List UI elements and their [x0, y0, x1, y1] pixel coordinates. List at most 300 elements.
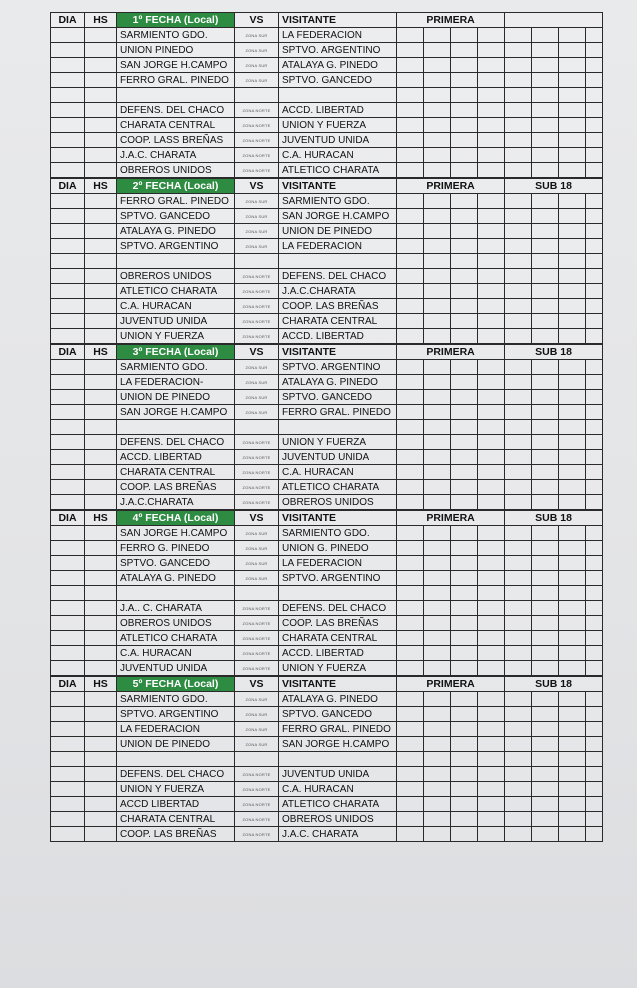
score-cell — [586, 782, 603, 797]
fecha-block — [50, 676, 602, 842]
empty-cell — [559, 254, 586, 269]
zona-label: ZONA NORTE — [235, 767, 279, 782]
zona-label: ZONA NORTE — [235, 797, 279, 812]
score-cell — [397, 103, 424, 118]
empty-cell — [117, 752, 235, 767]
score-cell — [397, 616, 424, 631]
score-cell — [478, 269, 505, 284]
empty-cell — [51, 254, 85, 269]
score-cell — [559, 571, 586, 586]
score-cell — [532, 722, 559, 737]
hs-cell — [85, 601, 117, 616]
match-row — [51, 526, 603, 541]
score-cell — [505, 767, 532, 782]
hs-cell — [85, 526, 117, 541]
score-cell — [424, 465, 451, 480]
dia-cell — [51, 269, 85, 284]
local-team: OBREROS UNIDOS — [117, 163, 235, 178]
score-cell — [397, 782, 424, 797]
zona-label: ZONA SUR — [235, 526, 279, 541]
score-cell — [559, 375, 586, 390]
empty-cell — [586, 420, 603, 435]
local-team: SPTVO. ARGENTINO — [117, 707, 235, 722]
blank-row — [51, 752, 603, 767]
empty-cell — [505, 254, 532, 269]
score-cell — [505, 601, 532, 616]
empty-cell — [51, 88, 85, 103]
local-team: COOP. LAS BREÑAS — [117, 827, 235, 842]
score-cell — [532, 58, 559, 73]
score-cell — [451, 375, 478, 390]
zona-label: ZONA NORTE — [235, 450, 279, 465]
zona-label: ZONA NORTE — [235, 133, 279, 148]
local-team: SARMIENTO GDO. — [117, 692, 235, 707]
empty-cell — [451, 88, 478, 103]
visitante-team: SPTVO. ARGENTINO — [279, 571, 397, 586]
score-cell — [586, 329, 603, 344]
empty-cell — [586, 586, 603, 601]
match-row — [51, 722, 603, 737]
score-cell — [559, 224, 586, 239]
score-cell — [424, 631, 451, 646]
score-cell — [586, 103, 603, 118]
score-cell — [478, 556, 505, 571]
score-cell — [478, 480, 505, 495]
score-cell — [586, 269, 603, 284]
dia-header: DIA — [51, 13, 85, 28]
score-cell — [451, 556, 478, 571]
score-cell — [532, 148, 559, 163]
blank-row — [51, 420, 603, 435]
empty-cell — [424, 254, 451, 269]
zona-label: ZONA SUR — [235, 239, 279, 254]
score-cell — [478, 163, 505, 178]
local-team: J.A.. C. CHARATA — [117, 601, 235, 616]
dia-cell — [51, 133, 85, 148]
score-cell — [397, 299, 424, 314]
hs-header: HS — [85, 179, 117, 194]
score-cell — [451, 631, 478, 646]
score-cell — [397, 495, 424, 510]
visitante-header: VISITANTE — [279, 13, 397, 28]
empty-cell — [279, 752, 397, 767]
visitante-team: J.A.C. CHARATA — [279, 827, 397, 842]
vs-header: VS — [235, 345, 279, 360]
fecha-header-row — [51, 345, 603, 360]
score-cell — [532, 118, 559, 133]
vs-header: VS — [235, 511, 279, 526]
score-cell — [478, 692, 505, 707]
score-cell — [559, 465, 586, 480]
score-cell — [397, 692, 424, 707]
hs-cell — [85, 284, 117, 299]
score-cell — [505, 812, 532, 827]
primera-header: PRIMERA — [397, 677, 505, 692]
empty-cell — [117, 88, 235, 103]
empty-cell — [586, 254, 603, 269]
score-cell — [586, 73, 603, 88]
visitante-team: J.A.C.CHARATA — [279, 284, 397, 299]
score-cell — [424, 148, 451, 163]
zona-label: ZONA NORTE — [235, 118, 279, 133]
visitante-team: SAN JORGE H.CAMPO — [279, 737, 397, 752]
score-cell — [451, 465, 478, 480]
score-cell — [397, 707, 424, 722]
score-cell — [532, 692, 559, 707]
sub18-header — [505, 13, 603, 28]
score-cell — [559, 163, 586, 178]
score-cell — [424, 435, 451, 450]
match-row — [51, 480, 603, 495]
score-cell — [451, 526, 478, 541]
visitante-team: OBREROS UNIDOS — [279, 812, 397, 827]
local-team: SARMIENTO GDO. — [117, 360, 235, 375]
dia-cell — [51, 329, 85, 344]
score-cell — [478, 148, 505, 163]
score-cell — [532, 495, 559, 510]
score-cell — [586, 601, 603, 616]
score-cell — [532, 480, 559, 495]
match-row — [51, 767, 603, 782]
visitante-header: VISITANTE — [279, 511, 397, 526]
score-cell — [505, 390, 532, 405]
blank-row — [51, 88, 603, 103]
score-cell — [586, 224, 603, 239]
empty-cell — [559, 420, 586, 435]
score-cell — [397, 465, 424, 480]
score-cell — [451, 103, 478, 118]
match-row — [51, 556, 603, 571]
score-cell — [532, 812, 559, 827]
dia-header: DIA — [51, 677, 85, 692]
score-cell — [478, 541, 505, 556]
score-cell — [559, 209, 586, 224]
score-cell — [532, 631, 559, 646]
local-team: ATALAYA G. PINEDO — [117, 224, 235, 239]
match-row — [51, 661, 603, 676]
score-cell — [424, 163, 451, 178]
score-cell — [424, 767, 451, 782]
empty-cell — [117, 420, 235, 435]
score-cell — [505, 103, 532, 118]
score-cell — [559, 556, 586, 571]
fecha-header-row — [51, 179, 603, 194]
fecha-header-row — [51, 677, 603, 692]
empty-cell — [117, 254, 235, 269]
score-cell — [532, 299, 559, 314]
zona-label: ZONA SUR — [235, 375, 279, 390]
primera-header: PRIMERA — [397, 511, 505, 526]
hs-cell — [85, 812, 117, 827]
score-cell — [451, 616, 478, 631]
zona-label: ZONA NORTE — [235, 103, 279, 118]
local-team: UNION Y FUERZA — [117, 782, 235, 797]
hs-cell — [85, 194, 117, 209]
score-cell — [559, 390, 586, 405]
empty-cell — [397, 420, 424, 435]
score-cell — [397, 360, 424, 375]
fecha-header-row — [51, 511, 603, 526]
match-row — [51, 646, 603, 661]
visitante-team: LA FEDERACION — [279, 239, 397, 254]
empty-cell — [532, 254, 559, 269]
score-cell — [451, 360, 478, 375]
score-cell — [505, 329, 532, 344]
score-cell — [586, 631, 603, 646]
match-row — [51, 58, 603, 73]
score-cell — [559, 526, 586, 541]
score-cell — [478, 224, 505, 239]
hs-cell — [85, 224, 117, 239]
empty-cell — [235, 254, 279, 269]
score-cell — [451, 73, 478, 88]
hs-cell — [85, 495, 117, 510]
score-cell — [451, 707, 478, 722]
score-cell — [451, 541, 478, 556]
dia-cell — [51, 209, 85, 224]
dia-cell — [51, 556, 85, 571]
score-cell — [478, 707, 505, 722]
score-cell — [424, 269, 451, 284]
match-row — [51, 269, 603, 284]
score-cell — [586, 465, 603, 480]
score-cell — [586, 526, 603, 541]
score-cell — [586, 646, 603, 661]
hs-cell — [85, 767, 117, 782]
score-cell — [559, 827, 586, 842]
score-cell — [559, 782, 586, 797]
score-cell — [559, 118, 586, 133]
hs-header: HS — [85, 677, 117, 692]
local-team: UNION DE PINEDO — [117, 737, 235, 752]
empty-cell — [397, 586, 424, 601]
score-cell — [397, 194, 424, 209]
score-cell — [559, 797, 586, 812]
zona-label: ZONA NORTE — [235, 299, 279, 314]
score-cell — [586, 163, 603, 178]
score-cell — [478, 616, 505, 631]
score-cell — [559, 360, 586, 375]
visitante-team: C.A. HURACAN — [279, 782, 397, 797]
dia-cell — [51, 390, 85, 405]
empty-cell — [85, 88, 117, 103]
score-cell — [397, 571, 424, 586]
score-cell — [478, 495, 505, 510]
local-team: LA FEDERACION — [117, 722, 235, 737]
empty-cell — [451, 420, 478, 435]
match-row — [51, 405, 603, 420]
score-cell — [478, 661, 505, 676]
match-row — [51, 284, 603, 299]
score-cell — [559, 812, 586, 827]
primera-header: PRIMERA — [397, 179, 505, 194]
match-row — [51, 571, 603, 586]
score-cell — [505, 28, 532, 43]
score-cell — [586, 692, 603, 707]
score-cell — [478, 827, 505, 842]
hs-cell — [85, 329, 117, 344]
visitante-team: JUVENTUD UNIDA — [279, 133, 397, 148]
score-cell — [451, 209, 478, 224]
dia-header: DIA — [51, 511, 85, 526]
score-cell — [424, 58, 451, 73]
score-cell — [559, 646, 586, 661]
score-cell — [424, 209, 451, 224]
score-cell — [424, 103, 451, 118]
score-cell — [397, 601, 424, 616]
match-row — [51, 495, 603, 510]
local-team: SAN JORGE H.CAMPO — [117, 405, 235, 420]
score-cell — [451, 737, 478, 752]
score-cell — [532, 827, 559, 842]
empty-cell — [451, 752, 478, 767]
score-cell — [505, 194, 532, 209]
score-cell — [451, 495, 478, 510]
local-team: UNION Y FUERZA — [117, 329, 235, 344]
score-cell — [532, 329, 559, 344]
zona-label: ZONA SUR — [235, 390, 279, 405]
score-cell — [451, 133, 478, 148]
visitante-team: ATLETICO CHARATA — [279, 163, 397, 178]
score-cell — [505, 73, 532, 88]
local-team: JUVENTUD UNIDA — [117, 661, 235, 676]
hs-cell — [85, 133, 117, 148]
score-cell — [586, 556, 603, 571]
score-cell — [505, 646, 532, 661]
score-cell — [478, 405, 505, 420]
score-cell — [397, 375, 424, 390]
score-cell — [559, 148, 586, 163]
empty-cell — [279, 586, 397, 601]
zona-label: ZONA NORTE — [235, 314, 279, 329]
score-cell — [586, 797, 603, 812]
score-cell — [532, 209, 559, 224]
score-cell — [397, 314, 424, 329]
empty-cell — [478, 752, 505, 767]
visitante-team: LA FEDERACION — [279, 556, 397, 571]
visitante-team: SPTVO. ARGENTINO — [279, 360, 397, 375]
dia-cell — [51, 284, 85, 299]
score-cell — [451, 118, 478, 133]
empty-cell — [51, 752, 85, 767]
score-cell — [532, 224, 559, 239]
visitante-team: SPTVO. ARGENTINO — [279, 43, 397, 58]
empty-cell — [424, 752, 451, 767]
match-row — [51, 827, 603, 842]
score-cell — [397, 118, 424, 133]
dia-cell — [51, 616, 85, 631]
match-row — [51, 103, 603, 118]
local-team: SPTVO. GANCEDO — [117, 209, 235, 224]
score-cell — [397, 284, 424, 299]
zona-label: ZONA SUR — [235, 73, 279, 88]
dia-cell — [51, 767, 85, 782]
score-cell — [397, 767, 424, 782]
dia-cell — [51, 541, 85, 556]
score-cell — [397, 812, 424, 827]
dia-cell — [51, 782, 85, 797]
local-team: C.A. HURACAN — [117, 299, 235, 314]
score-cell — [586, 405, 603, 420]
score-cell — [478, 28, 505, 43]
match-row — [51, 812, 603, 827]
empty-cell — [532, 88, 559, 103]
score-cell — [451, 827, 478, 842]
score-cell — [424, 571, 451, 586]
score-cell — [478, 58, 505, 73]
match-row — [51, 163, 603, 178]
empty-cell — [279, 254, 397, 269]
score-cell — [559, 28, 586, 43]
score-cell — [532, 163, 559, 178]
score-cell — [424, 118, 451, 133]
dia-cell — [51, 480, 85, 495]
score-cell — [586, 375, 603, 390]
score-cell — [559, 299, 586, 314]
score-cell — [559, 495, 586, 510]
score-cell — [478, 782, 505, 797]
match-row — [51, 390, 603, 405]
score-cell — [451, 163, 478, 178]
empty-cell — [235, 586, 279, 601]
score-cell — [586, 118, 603, 133]
visitante-team: SPTVO. GANCEDO — [279, 73, 397, 88]
vs-header: VS — [235, 179, 279, 194]
visitante-team: ATLETICO CHARATA — [279, 797, 397, 812]
match-row — [51, 43, 603, 58]
score-cell — [451, 571, 478, 586]
score-cell — [424, 707, 451, 722]
score-cell — [478, 812, 505, 827]
hs-cell — [85, 722, 117, 737]
score-cell — [505, 118, 532, 133]
match-row — [51, 299, 603, 314]
local-team: LA FEDERACION- — [117, 375, 235, 390]
score-cell — [532, 43, 559, 58]
score-cell — [424, 646, 451, 661]
score-cell — [451, 314, 478, 329]
local-team: J.A.C. CHARATA — [117, 148, 235, 163]
score-cell — [424, 329, 451, 344]
score-cell — [559, 435, 586, 450]
score-cell — [505, 148, 532, 163]
fixture-sheet — [50, 12, 602, 842]
score-cell — [559, 405, 586, 420]
score-cell — [505, 269, 532, 284]
visitante-team: ACCD. LIBERTAD — [279, 329, 397, 344]
empty-cell — [559, 88, 586, 103]
score-cell — [532, 103, 559, 118]
local-team: UNION DE PINEDO — [117, 390, 235, 405]
dia-cell — [51, 465, 85, 480]
score-cell — [505, 782, 532, 797]
score-cell — [559, 722, 586, 737]
hs-cell — [85, 661, 117, 676]
score-cell — [505, 827, 532, 842]
score-cell — [559, 631, 586, 646]
score-cell — [424, 133, 451, 148]
empty-cell — [117, 586, 235, 601]
score-cell — [586, 133, 603, 148]
score-cell — [478, 390, 505, 405]
dia-cell — [51, 28, 85, 43]
zona-label: ZONA SUR — [235, 43, 279, 58]
score-cell — [505, 375, 532, 390]
score-cell — [532, 360, 559, 375]
empty-cell — [85, 586, 117, 601]
score-cell — [478, 194, 505, 209]
hs-cell — [85, 299, 117, 314]
